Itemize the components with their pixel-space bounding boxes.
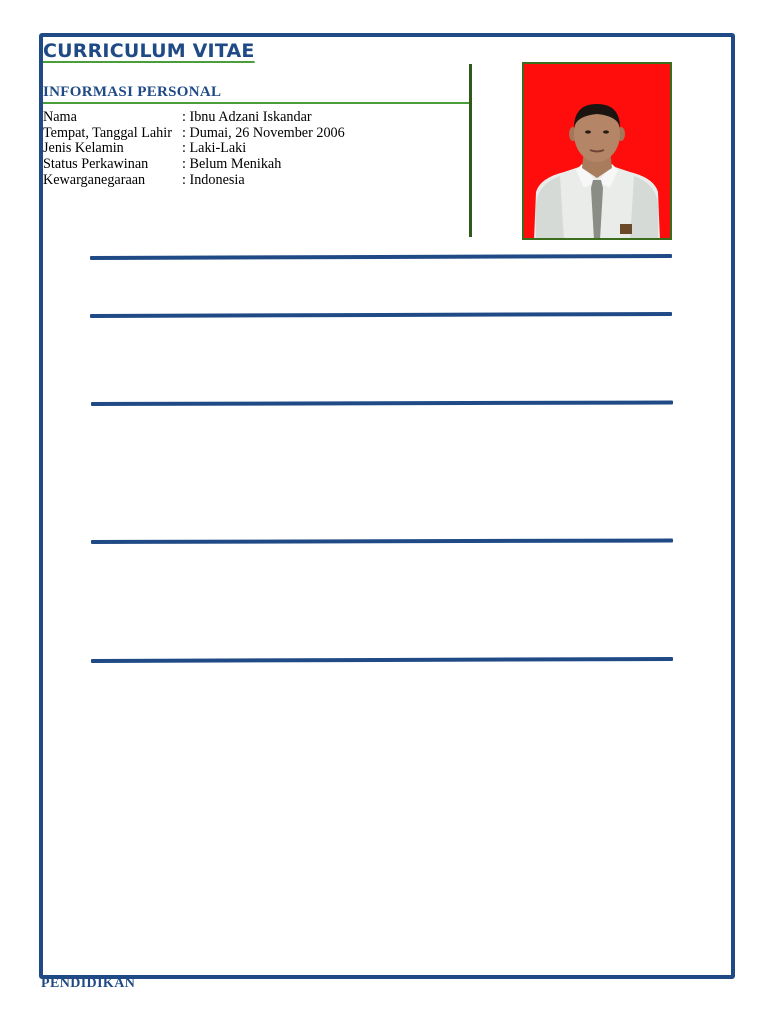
- education-heading: PENDIDIKAN: [41, 976, 136, 991]
- info-row-gender: [43, 141, 345, 157]
- info-row-nama: [43, 110, 345, 126]
- profile-photo: [522, 62, 672, 240]
- info-value: : Belum Menikah: [182, 156, 282, 173]
- info-label: Tempat, Tanggal Lahir: [43, 124, 172, 141]
- info-label: Jenis Kelamin: [43, 140, 124, 157]
- info-row-nationality: [43, 173, 345, 189]
- personal-info-list: [43, 110, 345, 189]
- person-portrait-icon: [524, 64, 670, 240]
- info-label: Kewarganegaraan: [43, 171, 146, 188]
- info-value: : Ibnu Adzani Iskandar: [182, 109, 312, 125]
- heading-underline: [43, 102, 470, 104]
- info-row-ttl: [43, 126, 345, 142]
- personal-info-heading: INFORMASI PERSONAL: [43, 84, 222, 100]
- info-value: : Laki-Laki: [182, 140, 247, 157]
- info-label: Status Perkawinan: [43, 156, 149, 173]
- info-value: : Indonesia: [182, 171, 245, 188]
- cv-title: CURRICULUM VITAE: [43, 40, 255, 62]
- vertical-divider: [469, 64, 472, 237]
- info-label: Nama: [43, 109, 77, 125]
- info-value: : Dumai, 26 November 2006: [182, 124, 345, 141]
- info-row-marital: [43, 157, 345, 173]
